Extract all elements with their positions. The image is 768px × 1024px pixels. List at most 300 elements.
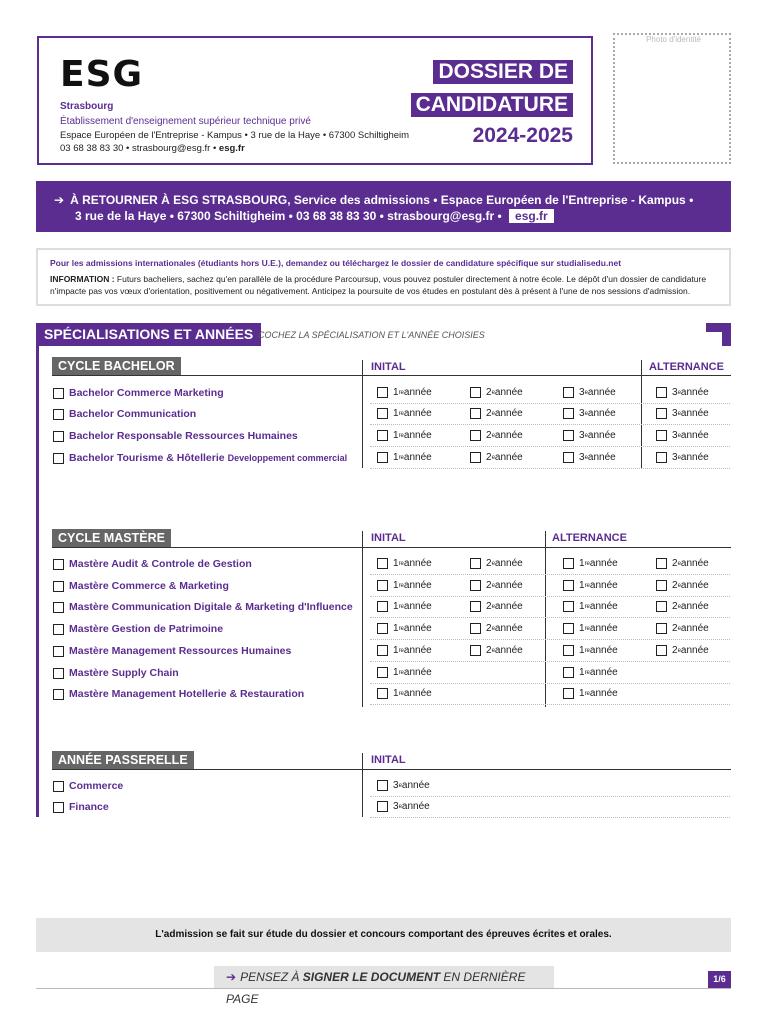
school-email[interactable]: strasbourg@esg.fr	[132, 143, 211, 154]
year-word: année	[403, 430, 432, 441]
divider	[52, 375, 731, 376]
year-number: 1	[579, 623, 585, 634]
year-word: année	[494, 623, 523, 634]
admission-note: L'admission se fait sur étude du dossier et concours comportant des épreuves écrites et orales.	[36, 918, 731, 952]
year-suffix: e	[491, 582, 495, 589]
checkbox[interactable]	[470, 452, 481, 463]
bullet: •	[212, 143, 219, 154]
program-checkbox[interactable]	[53, 624, 64, 635]
option-initial-year-2[interactable]	[470, 558, 523, 569]
program-name: Mastère Commerce & Marketing	[69, 580, 229, 592]
year-word: année	[494, 580, 523, 591]
year-word: année	[589, 667, 618, 678]
year-word: année	[494, 408, 523, 419]
year-number: 1	[393, 580, 399, 591]
year-suffix: e	[491, 647, 495, 654]
year-word: année	[403, 601, 432, 612]
year-number: 3	[579, 408, 585, 419]
international-note: Pour les admissions internationales (étudiants hors U.E.), demandez ou téléchargez le dossier de candidature spécifique sur studialisedu.net	[50, 258, 622, 268]
row-separator	[370, 468, 730, 469]
option-alternance-year-3[interactable]	[656, 452, 709, 463]
year-word: année	[587, 387, 616, 398]
year-word: année	[401, 801, 430, 812]
checkbox[interactable]	[563, 688, 574, 699]
year-number: 3	[579, 387, 585, 398]
program-checkbox[interactable]	[53, 431, 64, 442]
year-number: 1	[579, 688, 585, 699]
checkbox[interactable]	[377, 667, 388, 678]
year-word: année	[680, 580, 709, 591]
sign-bold: SIGNER LE DOCUMENT	[302, 970, 441, 984]
option-initial-year-1[interactable]	[377, 558, 432, 569]
passerelle-col-initial: INITAL	[371, 754, 406, 766]
cycle-passerelle-title: ANNÉE PASSERELLE	[52, 751, 194, 769]
sign-suffix: EN DERNIÈRE PAGE	[226, 970, 526, 1006]
year-suffix: re	[584, 647, 590, 654]
year-number: 3	[393, 780, 399, 791]
option-alternance-year-1[interactable]	[563, 623, 618, 634]
banner-text-2: 3 rue de la Haye • 67300 Schiltigheim • 03 68 38 83 30 • strasbourg@esg.fr •	[75, 209, 502, 223]
row-separator	[370, 817, 730, 818]
year-suffix: re	[584, 625, 590, 632]
option-alternance-year-1[interactable]	[563, 667, 618, 678]
checkbox[interactable]	[563, 430, 574, 441]
option-initial-year-1[interactable]	[377, 667, 432, 678]
year-suffix: e	[677, 582, 681, 589]
year-word: année	[494, 387, 523, 398]
year-number: 3	[579, 452, 585, 463]
option-initial-year-2[interactable]	[470, 408, 523, 419]
mastere-program[interactable]	[53, 667, 179, 679]
option-initial-year-2[interactable]	[470, 623, 523, 634]
year-suffix: re	[398, 389, 404, 396]
year-number: 2	[672, 623, 678, 634]
checkbox[interactable]	[563, 408, 574, 419]
bachelor-col-alternance: ALTERNANCE	[649, 361, 724, 373]
year-suffix: e	[491, 560, 495, 567]
year-number: 1	[579, 558, 585, 569]
banner-text-1: À RETOURNER À ESG STRASBOURG, Service des admissions • Espace Européen de l'Entreprise - Kampus •	[70, 193, 694, 207]
year-word: année	[680, 387, 709, 398]
year-word: année	[680, 408, 709, 419]
year-suffix: e	[677, 603, 681, 610]
year-word: année	[494, 430, 523, 441]
year-suffix: e	[677, 410, 681, 417]
bachelor-program[interactable]	[53, 452, 347, 464]
row-separator	[370, 639, 730, 640]
year-number: 2	[486, 645, 492, 656]
return-address-banner	[36, 181, 731, 232]
program-name: Bachelor Responsable Ressources Humaines	[69, 430, 298, 442]
year-number: 2	[486, 387, 492, 398]
mastere-program[interactable]	[53, 645, 291, 657]
information-note	[50, 273, 717, 297]
option-initial-year-3[interactable]	[563, 430, 616, 441]
option-initial-year-1[interactable]	[377, 452, 432, 463]
year-word: année	[403, 667, 432, 678]
checkbox[interactable]	[377, 801, 388, 812]
checkbox[interactable]	[377, 688, 388, 699]
year-number: 1	[393, 645, 399, 656]
year-number: 3	[579, 430, 585, 441]
passerelle-program[interactable]	[53, 780, 123, 792]
row-separator	[370, 446, 730, 447]
school-tagline: Établissement d'enseignement supérieur technique privé	[60, 116, 311, 127]
year-suffix: e	[677, 625, 681, 632]
year-suffix: e	[398, 803, 402, 810]
column-divider	[545, 531, 546, 707]
checkbox[interactable]	[377, 452, 388, 463]
campus-city: Strasbourg	[60, 101, 114, 112]
year-suffix: re	[584, 603, 590, 610]
checkbox[interactable]	[377, 780, 388, 791]
year-word: année	[680, 623, 709, 634]
year-word: année	[589, 688, 618, 699]
option-alternance-year-3[interactable]	[656, 408, 709, 419]
checkbox[interactable]	[377, 387, 388, 398]
checkbox[interactable]	[656, 623, 667, 634]
option-initial-year-1[interactable]	[377, 387, 432, 398]
checkbox[interactable]	[656, 580, 667, 591]
arrow-right-icon: ➔	[226, 970, 237, 984]
option-alternance-year-1[interactable]	[563, 580, 618, 591]
year-number: 2	[486, 601, 492, 612]
checkbox[interactable]	[377, 408, 388, 419]
checkbox[interactable]	[377, 623, 388, 634]
option-initial-year-2[interactable]	[470, 452, 523, 463]
option-alternance-year-3[interactable]	[656, 430, 709, 441]
year-word: année	[587, 408, 616, 419]
year-word: année	[403, 623, 432, 634]
sign-reminder	[214, 966, 554, 1006]
option-initial-year-3[interactable]	[377, 801, 430, 812]
row-separator	[370, 424, 730, 425]
option-initial-year-1[interactable]	[377, 430, 432, 441]
year-number: 2	[486, 558, 492, 569]
year-word: année	[680, 601, 709, 612]
program-name: Bachelor Communication	[69, 408, 197, 420]
year-number: 2	[486, 623, 492, 634]
title-line-1: DOSSIER DE	[433, 60, 573, 84]
option-initial-year-3[interactable]	[563, 387, 616, 398]
checkbox[interactable]	[656, 645, 667, 656]
program-name: Bachelor Commerce Marketing	[69, 387, 224, 399]
bachelor-program[interactable]	[53, 430, 298, 442]
option-alternance-year-1[interactable]	[563, 645, 618, 656]
banner-line-1	[54, 193, 693, 207]
year-word: année	[403, 645, 432, 656]
option-initial-year-1[interactable]	[377, 688, 432, 699]
checkbox[interactable]	[656, 601, 667, 612]
program-extra: Developpement commercial	[227, 453, 348, 463]
year-word: année	[401, 780, 430, 791]
checkbox[interactable]	[470, 580, 481, 591]
divider	[52, 769, 731, 770]
option-initial-year-1[interactable]	[377, 623, 432, 634]
option-alternance-year-2[interactable]	[656, 580, 709, 591]
year-word: année	[587, 452, 616, 463]
year-suffix: re	[584, 690, 590, 697]
year-word: année	[589, 623, 618, 634]
bachelor-col-initial: INITAL	[371, 361, 406, 373]
option-alternance-year-2[interactable]	[656, 601, 709, 612]
year-suffix: e	[677, 432, 681, 439]
option-initial-year-3[interactable]	[563, 408, 616, 419]
photo-label: Photo d'identité	[646, 35, 701, 44]
year-word: année	[494, 645, 523, 656]
year-suffix: e	[491, 625, 495, 632]
year-suffix: re	[584, 582, 590, 589]
bachelor-program[interactable]	[53, 408, 196, 420]
program-name: Finance	[69, 801, 109, 813]
mastere-col-initial: INITAL	[371, 532, 406, 544]
year-word: année	[403, 408, 432, 419]
option-alternance-year-3[interactable]	[656, 387, 709, 398]
option-alternance-year-1[interactable]	[563, 688, 618, 699]
checkbox[interactable]	[656, 558, 667, 569]
option-initial-year-3[interactable]	[563, 452, 616, 463]
school-website[interactable]: esg.fr	[218, 143, 245, 154]
option-initial-year-1[interactable]	[377, 601, 432, 612]
year-word: année	[680, 430, 709, 441]
bullet: •	[126, 143, 133, 154]
row-separator	[370, 661, 730, 662]
checkbox[interactable]	[656, 430, 667, 441]
year-word: année	[589, 580, 618, 591]
year-number: 3	[672, 387, 678, 398]
checkbox[interactable]	[377, 430, 388, 441]
year-suffix: e	[584, 410, 588, 417]
year-suffix: re	[398, 560, 404, 567]
year-number: 2	[672, 645, 678, 656]
year-word: année	[403, 580, 432, 591]
year-suffix: re	[398, 410, 404, 417]
year-suffix: re	[398, 690, 404, 697]
school-contact	[60, 143, 245, 154]
row-separator	[370, 796, 730, 797]
checkbox[interactable]	[377, 601, 388, 612]
checkbox[interactable]	[377, 558, 388, 569]
year-number: 3	[393, 801, 399, 812]
checkbox[interactable]	[563, 623, 574, 634]
year-word: année	[403, 452, 432, 463]
checkbox[interactable]	[470, 387, 481, 398]
passerelle-program[interactable]	[53, 801, 109, 813]
section-subtitle: COCHEZ LA SPÉCIALISATION ET L'ANNÉE CHOISIES	[258, 330, 485, 340]
year-number: 1	[393, 452, 399, 463]
checkbox[interactable]	[470, 558, 481, 569]
header-box	[37, 36, 593, 165]
year-number: 2	[486, 408, 492, 419]
year-suffix: e	[398, 782, 402, 789]
divider	[52, 547, 731, 548]
program-checkbox[interactable]	[53, 781, 64, 792]
year-suffix: e	[491, 410, 495, 417]
footer-rule	[36, 988, 731, 989]
year-number: 2	[486, 430, 492, 441]
year-number: 2	[486, 452, 492, 463]
bachelor-program[interactable]	[53, 387, 224, 399]
page-number: 1/6	[708, 971, 731, 988]
row-separator	[370, 574, 730, 575]
year-suffix: re	[398, 647, 404, 654]
checkbox[interactable]	[563, 601, 574, 612]
mastere-program[interactable]	[53, 558, 252, 570]
program-checkbox[interactable]	[53, 646, 64, 657]
mastere-program[interactable]	[53, 623, 223, 635]
checkbox[interactable]	[470, 601, 481, 612]
column-divider	[362, 753, 363, 817]
option-alternance-year-1[interactable]	[563, 558, 618, 569]
program-checkbox[interactable]	[53, 668, 64, 679]
checkbox[interactable]	[563, 387, 574, 398]
esg-logo: ESG	[60, 54, 144, 95]
year-suffix: re	[398, 582, 404, 589]
year-suffix: e	[491, 603, 495, 610]
info-box	[36, 248, 731, 306]
checkbox[interactable]	[563, 558, 574, 569]
left-rule	[36, 346, 39, 817]
option-alternance-year-2[interactable]	[656, 558, 709, 569]
year-number: 2	[672, 558, 678, 569]
checkbox[interactable]	[470, 645, 481, 656]
program-name: Mastère Audit & Controle de Gestion	[69, 558, 252, 570]
row-separator	[370, 596, 730, 597]
year-number: 1	[393, 623, 399, 634]
banner-line-2	[75, 209, 554, 223]
year-suffix: re	[584, 669, 590, 676]
checkbox[interactable]	[377, 580, 388, 591]
arrow-right-icon: ➔	[54, 193, 65, 207]
checkbox[interactable]	[470, 408, 481, 419]
option-initial-year-2[interactable]	[470, 387, 523, 398]
year-suffix: e	[584, 389, 588, 396]
year-word: année	[403, 558, 432, 569]
program-checkbox[interactable]	[53, 802, 64, 813]
year-number: 1	[393, 408, 399, 419]
option-initial-year-2[interactable]	[470, 580, 523, 591]
year-number: 3	[672, 430, 678, 441]
cycle-mastere-title: CYCLE MASTÈRE	[52, 529, 171, 547]
checkbox[interactable]	[470, 430, 481, 441]
program-checkbox[interactable]	[53, 581, 64, 592]
option-initial-year-2[interactable]	[470, 430, 523, 441]
year-number: 1	[579, 601, 585, 612]
program-checkbox[interactable]	[53, 559, 64, 570]
checkbox[interactable]	[656, 452, 667, 463]
year-suffix: re	[584, 560, 590, 567]
program-checkbox[interactable]	[53, 689, 64, 700]
year-number: 1	[579, 580, 585, 591]
year-suffix: e	[491, 432, 495, 439]
checkbox[interactable]	[563, 667, 574, 678]
option-alternance-year-2[interactable]	[656, 623, 709, 634]
year-number: 1	[393, 667, 399, 678]
year-number: 2	[486, 580, 492, 591]
year-number: 2	[672, 601, 678, 612]
program-name: Mastère Management Hotellerie & Restauration	[69, 688, 305, 700]
year-number: 1	[393, 688, 399, 699]
year-word: année	[589, 601, 618, 612]
title-line-2: CANDIDATURE	[411, 93, 573, 117]
information-label: INFORMATION :	[50, 274, 115, 284]
year-word: année	[403, 688, 432, 699]
program-checkbox[interactable]	[53, 409, 64, 420]
year-suffix: e	[677, 389, 681, 396]
program-checkbox[interactable]	[53, 453, 64, 464]
option-initial-year-1[interactable]	[377, 408, 432, 419]
photo-id-box[interactable]	[613, 33, 731, 164]
year-suffix: re	[398, 603, 404, 610]
mastere-program[interactable]	[53, 688, 304, 700]
option-initial-year-1[interactable]	[377, 645, 432, 656]
school-phone: 03 68 38 83 30	[60, 143, 124, 154]
checkbox[interactable]	[563, 645, 574, 656]
year-word: année	[587, 430, 616, 441]
checkbox[interactable]	[656, 408, 667, 419]
checkbox[interactable]	[656, 387, 667, 398]
mastere-program[interactable]	[53, 601, 353, 613]
cycle-bachelor-title: CYCLE BACHELOR	[52, 357, 181, 375]
year-suffix: e	[584, 454, 588, 461]
program-name: Mastère Gestion de Patrimoine	[69, 623, 224, 635]
checkbox[interactable]	[563, 452, 574, 463]
banner-website[interactable]: esg.fr	[509, 209, 554, 223]
program-checkbox[interactable]	[53, 388, 64, 399]
year-suffix: e	[491, 389, 495, 396]
checkbox[interactable]	[470, 623, 481, 634]
program-name: Mastère Communication Digitale & Marketing d'Influence	[69, 601, 353, 613]
option-alternance-year-1[interactable]	[563, 601, 618, 612]
year-suffix: e	[677, 560, 681, 567]
program-checkbox[interactable]	[53, 602, 64, 613]
year-number: 1	[579, 667, 585, 678]
row-separator	[370, 403, 730, 404]
program-name: Mastère Management Ressources Humaines	[69, 645, 292, 657]
column-divider	[362, 531, 363, 707]
year-suffix: e	[584, 432, 588, 439]
year-word: année	[403, 387, 432, 398]
year-word: année	[494, 601, 523, 612]
year-suffix: e	[677, 647, 681, 654]
year-suffix: re	[398, 625, 404, 632]
school-address: Espace Européen de l'Entreprise - Kampus • 3 rue de la Haye • 67300 Schiltigheim	[60, 130, 410, 141]
column-divider	[641, 360, 642, 468]
year-suffix: re	[398, 669, 404, 676]
mastere-program[interactable]	[53, 580, 229, 592]
year-suffix: re	[398, 454, 404, 461]
program-name: Commerce	[69, 780, 124, 792]
year-number: 1	[393, 558, 399, 569]
section-title: SPÉCIALISATIONS ET ANNÉES	[36, 323, 261, 346]
option-initial-year-3[interactable]	[377, 780, 430, 791]
program-name: Bachelor Tourisme & Hôtellerie	[69, 452, 225, 464]
row-separator	[370, 617, 730, 618]
option-alternance-year-2[interactable]	[656, 645, 709, 656]
checkbox[interactable]	[377, 645, 388, 656]
option-initial-year-2[interactable]	[470, 645, 523, 656]
option-initial-year-2[interactable]	[470, 601, 523, 612]
year-suffix: e	[491, 454, 495, 461]
year-number: 1	[393, 601, 399, 612]
year-word: année	[589, 558, 618, 569]
checkbox[interactable]	[563, 580, 574, 591]
option-initial-year-1[interactable]	[377, 580, 432, 591]
information-text: Futurs bacheliers, sachez qu'en parallèle de la procédure Parcoursup, vous pouvez postuler directement à notre école. Le dépôt d'un dossier de candidature n'impacte pas vos vœux d'orientation, positivement ou négativement. Anticipez la poursuite de vos études en postulant dès à présent à l'une de nos sessions d'admission.	[50, 274, 707, 296]
year-number: 3	[672, 408, 678, 419]
year-word: année	[589, 645, 618, 656]
year-word: année	[494, 452, 523, 463]
